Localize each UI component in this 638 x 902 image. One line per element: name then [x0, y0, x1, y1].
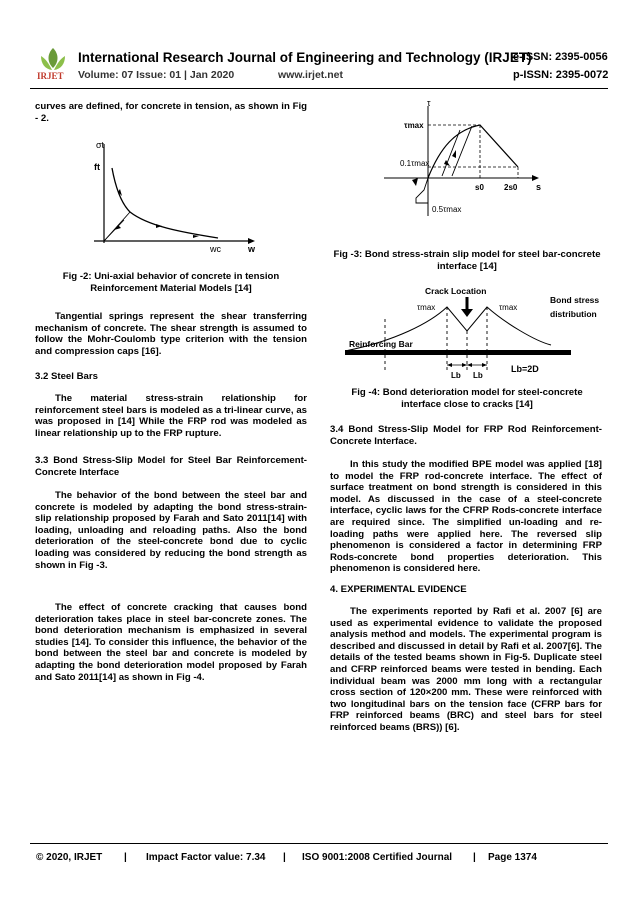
left-p4: The effect of concrete cracking that causes bond deterioration takes place in steel bar-concrete zones. The bond deterioration mechanism is emphasized in several studies [14]. To consider this influence, the behavior of the bond between the steel bar and concrete is modeled by adapting the bond deterioration model proposed by Farah and Sato 2011[14] as shown in Fig -4.: [35, 602, 307, 683]
fig3-tau-label: τ: [427, 98, 431, 108]
fig3-tau05-label: 0.5τmax: [432, 205, 462, 214]
right-p5: In this study the modified BPE model was applied [18] to model the FRP rod-concrete interface. The effect of surface treatment on bond strength is considered in this model. As discussed in the case of a steel-concrete interface, cyclic laws for the CFRP Rods-concrete interface are required since. The simplified un-loading and re-loading paths were applied here. The reversed slip phenomenon is considered a factor in determining FRP Rods-concrete bond properties deterioration. This phenomenon is considered here.: [330, 459, 602, 575]
fig4-chart: [345, 283, 607, 383]
fig3-envelope-curve: [428, 125, 518, 178]
fig2-ft-label: ft: [94, 162, 100, 172]
fig4-crack-location: Crack Location: [425, 286, 487, 296]
fig4-taumax-right: τmax: [499, 303, 518, 312]
heading-3-2: 3.2 Steel Bars: [35, 371, 98, 382]
footer-sep-1: |: [124, 852, 127, 863]
journal-url[interactable]: www.irjet.net: [278, 69, 343, 81]
fig2-w-label: w: [248, 244, 256, 254]
fig2-arrow-3-icon: [193, 235, 199, 238]
footer-sep-2: |: [283, 852, 286, 863]
footer-sep-3: |: [473, 852, 476, 863]
fig3-s-label: s: [536, 182, 542, 192]
fig4-reinforcing-bar: [345, 350, 571, 355]
footer-iso: ISO 9001:2008 Certified Journal: [302, 852, 453, 863]
fig4-reinforcing-bar-label: Reinforcing Bar: [349, 339, 413, 349]
heading-3-3: 3.3 Bond Stress-Slip Model for Steel Bar Reinforcement-Concrete Interface: [35, 455, 307, 478]
fig4-dim-arrow-3-icon: [467, 363, 472, 367]
fig2-y-label: σt: [96, 140, 105, 150]
fig3-2s0-label: 2s0: [504, 183, 518, 192]
journal-title: International Research Journal of Engineering and Technology (IRJET): [78, 50, 532, 65]
fig4-distribution-label: distribution: [550, 309, 597, 319]
fig4-lb2-label: Lb: [473, 371, 483, 380]
fig4-crack-arrow-icon: [461, 309, 473, 317]
fig3-taumax-label: τmax: [404, 121, 424, 130]
fig3-unload-line: [452, 126, 472, 176]
footer-rule: [30, 843, 608, 844]
fig4-dim-arrow-1-icon: [447, 363, 452, 367]
heading-4: 4. EXPERIMENTAL EVIDENCE: [330, 584, 467, 595]
fig2-reloading-line: [104, 220, 124, 241]
fig3-arrow-3-icon: [412, 178, 418, 186]
logo-text: IRJET: [37, 71, 64, 81]
fig3-reload-line: [442, 130, 460, 176]
fig2-chart: [90, 138, 270, 256]
fig4-taumax-left: τmax: [417, 303, 436, 312]
left-p0: curves are defined, for concrete in tension, as shown in Fig - 2.: [35, 101, 307, 124]
volume-info: Volume: 07 Issue: 01 | Jan 2020: [78, 69, 235, 81]
footer-impact: Impact Factor value: 7.34: [146, 852, 266, 863]
fig4-lb1-label: Lb: [451, 371, 461, 380]
fig3-arrow-1-icon: [452, 150, 456, 158]
pissn: p-ISSN: 2395-0072: [513, 69, 609, 81]
fig3-chart: [380, 98, 550, 218]
fig4-bond-stress-label: Bond stress: [550, 295, 600, 305]
fig2-softening-curve: [112, 168, 218, 238]
footer-copyright: © 2020, IRJET: [36, 852, 103, 863]
right-p6: The experiments reported by Rafi et al. 2007 [6] are used as experimental evidence to validate the proposed analysis method and models. The experimental program is described and discussed in detail by Rafi et al. 2007[6]. The details of the tested beams shown in Fig-5. Duplicate steel and CFRP reinforced beams were tested in bending. Each individual beam was 2000 mm long with a rectangular cross section of 120×200 mm. These were reinforced with two longitudinal bars on the tension face (CFRP bars for FRP reinforced beams (BRC) and steel bars for steel reinforced beams (BRS)) [6].: [330, 606, 602, 733]
heading-3-4: 3.4 Bond Stress-Slip Model for FRP Rod Reinforcement-Concrete Interface.: [330, 424, 602, 447]
fig3-arrow-2-icon: [444, 160, 450, 166]
fig3-x-arrow-icon: [532, 175, 539, 181]
fig3-reversed-path: [416, 178, 428, 203]
header-rule: [30, 88, 608, 89]
fig4-caption: Fig -4: Bond deterioration model for steel-concrete interface close to cracks [14]: [351, 387, 583, 410]
left-p1: Tangential springs represent the shear transferring mechanism of concrete. The shear strength is assumed to follow the Mohr-Coulomb type criterion with the tension and compression caps [16].: [35, 311, 307, 357]
left-p3: The behavior of the bond between the steel bar and concrete is modeled by adapting the bond stress-strain-slip relationship proposed by Farah and Sato 2011[14] with loading, unloading and reloading paths. Also the bond deterioration of the steel-concrete bond due to cyclic loading was considered by reducing the bond strength as shown in Fig -3.: [35, 490, 307, 571]
fig4-dim-arrow-2-icon: [462, 363, 467, 367]
fig4-dim-arrow-4-icon: [482, 363, 487, 367]
footer-page: Page 1374: [488, 852, 537, 863]
fig3-tau01-label: 0.1τmax: [400, 159, 430, 168]
fig2-arrow-4-icon: [114, 225, 121, 230]
fig2-arrow-2-icon: [156, 224, 162, 228]
fig2-wc-label: wc: [210, 244, 221, 254]
fig2-caption: Fig -2: Uni-axial behavior of concrete in tension Reinforcement Material Models [14]: [62, 271, 280, 294]
eissn: e-ISSN: 2395-0056: [513, 51, 608, 63]
fig3-s0-label: s0: [475, 183, 484, 192]
fig3-caption: Fig -3: Bond stress-strain slip model for steel bar-concrete interface [14]: [333, 249, 601, 272]
journal-logo: [33, 44, 73, 84]
fig4-lb-eq-label: Lb=2D: [511, 364, 539, 374]
left-p2: The material stress-strain relationship for reinforcement steel bars is modeled as a tri-linear curve, as was proposed in [14] While the FRP rod was modeled as linear relationship up to the FRP rupture.: [35, 393, 307, 439]
